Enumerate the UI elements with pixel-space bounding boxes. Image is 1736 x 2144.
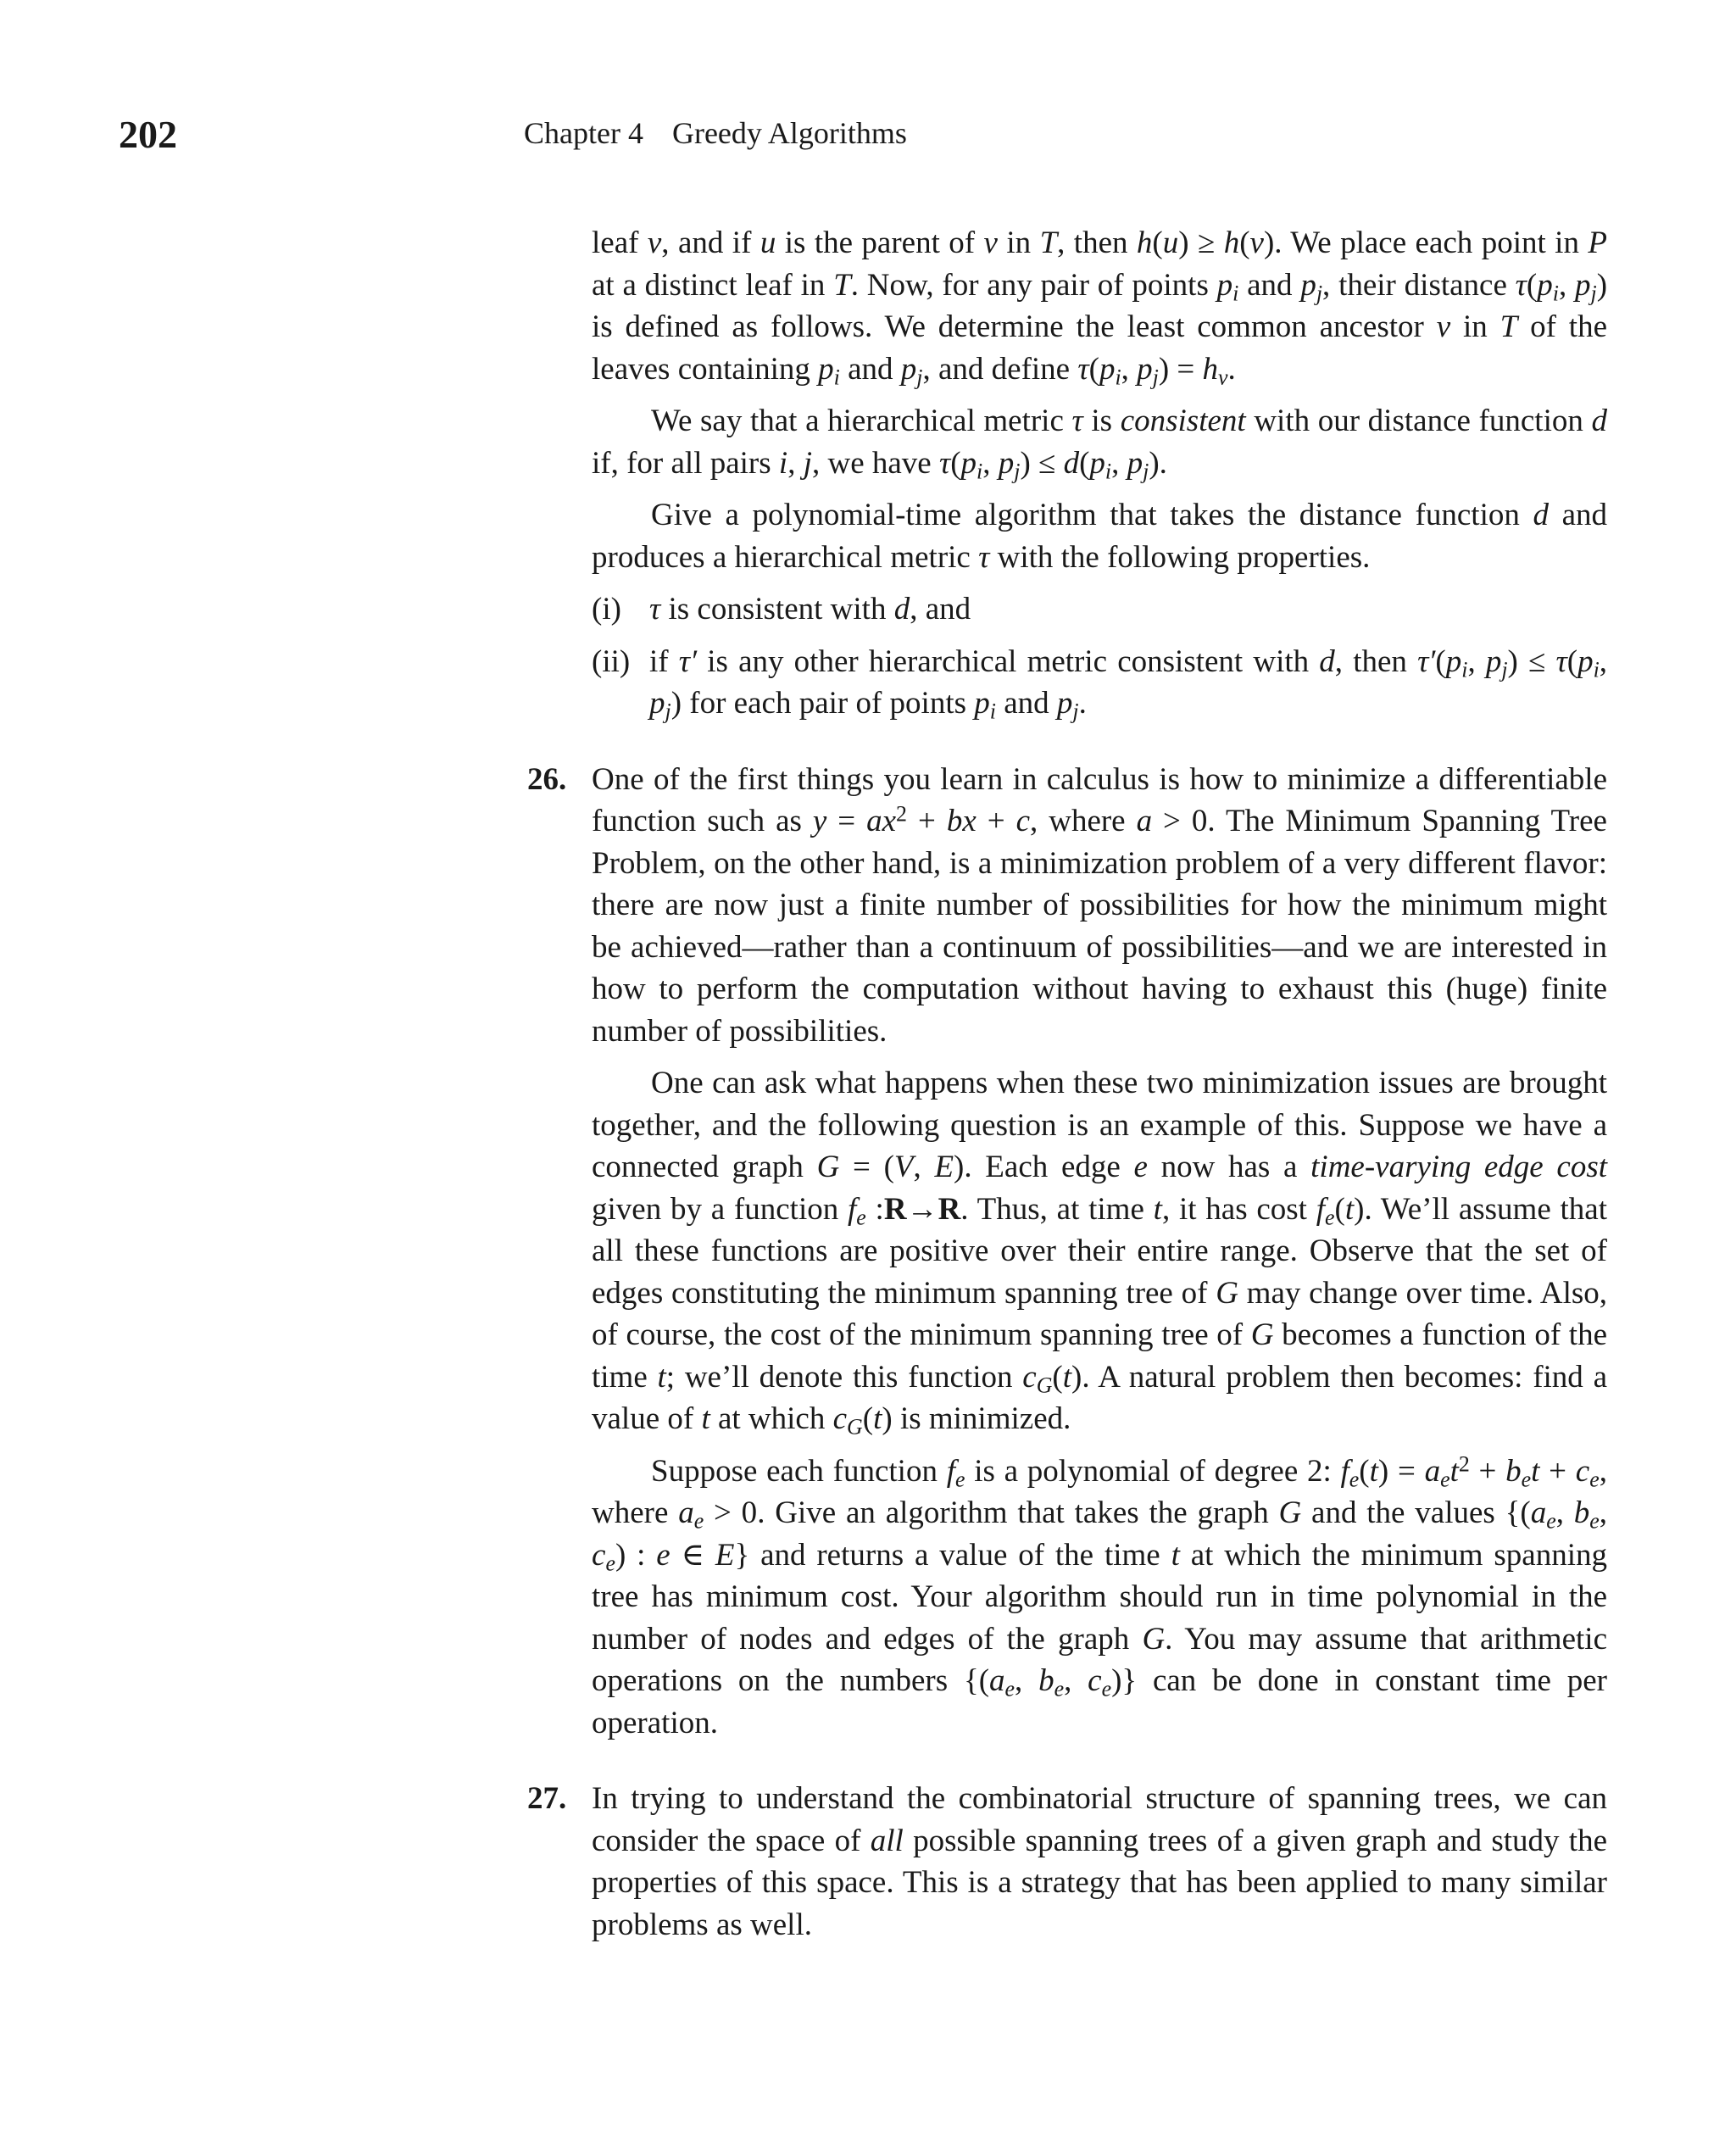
chapter-title: Greedy Algorithms xyxy=(671,116,907,150)
item-label: (i) xyxy=(592,592,621,626)
property-item-i: (i) τ is consistent with d, and xyxy=(592,588,1607,631)
problem-number: 26. xyxy=(527,761,567,797)
problem-26-paragraph-1: One of the first things you learn in calculus is how to minimize a differentiable function such as $y = ax^2$ + bx + c, where a > 0. The Minimum Spanning Tree Problem, on the other hand, is a minimization problem of a very different flavor: there are now just a finite number of possibilities for how the minimum might be achieved—rather than a continuum of possibilities—and we are interested in how to perform the computation without having to exhaust this (huge) finite number of possibilities. xyxy=(592,761,1607,1049)
page-body xyxy=(527,222,1608,1946)
problem-26 xyxy=(527,759,1608,1745)
chapter-label: Chapter 4 xyxy=(524,116,643,150)
problem-26-paragraph-3: Suppose each function $f_e$ is a polynomial of degree 2: $f_e(t) = a_et^2 + b_et + c_e$, where $a_e > 0$. Give an algorithm that takes the graph G and the values {($a_e$, $b_e$, $c_e$) : e ∈ E} and returns a value of the time t at which the minimum spanning tree has minimum cost. Your algorithm should run in time polynomial in the number of nodes and edges of the graph G. You may assume that arithmetic operations on the numbers {($a_e$, $b_e$, $c_e$)} can be done in constant time per operation. xyxy=(592,1451,1608,1740)
problem-26-paragraph-2: One can ask what happens when these two minimization issues are brought together, and the following question is an example of this. Suppose we have a connected graph G = (V, E). Each edge e now has a time-varying edge cost given by a function $f_e$ :R→R. Thus, at time t, it has cost $f_e(t)$. We’ll assume that all these functions are positive over their entire range. Observe that the set of edges constituting the minimum spanning tree of G may change over time. Also, of course, the cost of the minimum spanning tree of G becomes a function of the time t; we’ll denote this function $c_G(t)$. A natural problem then becomes: find a value of t at which $c_G(t)$ is minimized. xyxy=(592,1066,1608,1440)
problem-number: 27. xyxy=(527,1781,567,1816)
property-item-ii: (ii) if τ′ is any other hierarchical metric consistent with d, then $\tau'(p_i$, $p_j) \le \tau(p_i$, $p_j$) for each pair of points $p_i$ and $p_j$. xyxy=(592,641,1607,725)
item-label: (ii) xyxy=(592,643,631,679)
paragraph-hierarchical-metric-definition: leaf v, and if u is the parent of v in T, then h(u) ≥ h(v). We place each point in P at a distinct leaf in T. Now, for any pair of points $p_i$ and $p_j$, their distance $\tau(p_i$, $p_j$) is defined as follows. We determine the least common ancestor v in T of the leaves containing $p_i$ and $p_j$, and define $\tau(p_i$, $p_j) = h_v$. xyxy=(592,226,1608,389)
problem-27 xyxy=(527,1778,1607,1946)
running-head xyxy=(524,115,907,151)
paragraph-task: Give a polynomial-time algorithm that takes the distance function d and produces a hierarchical metric τ with the following properties. xyxy=(592,498,1607,575)
page-number: 202 xyxy=(119,113,177,156)
problem-27-paragraph-1: In trying to understand the combinatorial structure of spanning trees, we can consider the space of all possible spanning trees of a given graph and study the properties of this space. This is a strategy that has been applied to many similar problems as well. xyxy=(592,1781,1607,1942)
paragraph-consistent-definition: We say that a hierarchical metric τ is consistent with our distance function d if, for all pairs i, j, we have $\tau(p_i$, $p_j) \le d(p_i$, $p_j$). xyxy=(592,404,1607,483)
